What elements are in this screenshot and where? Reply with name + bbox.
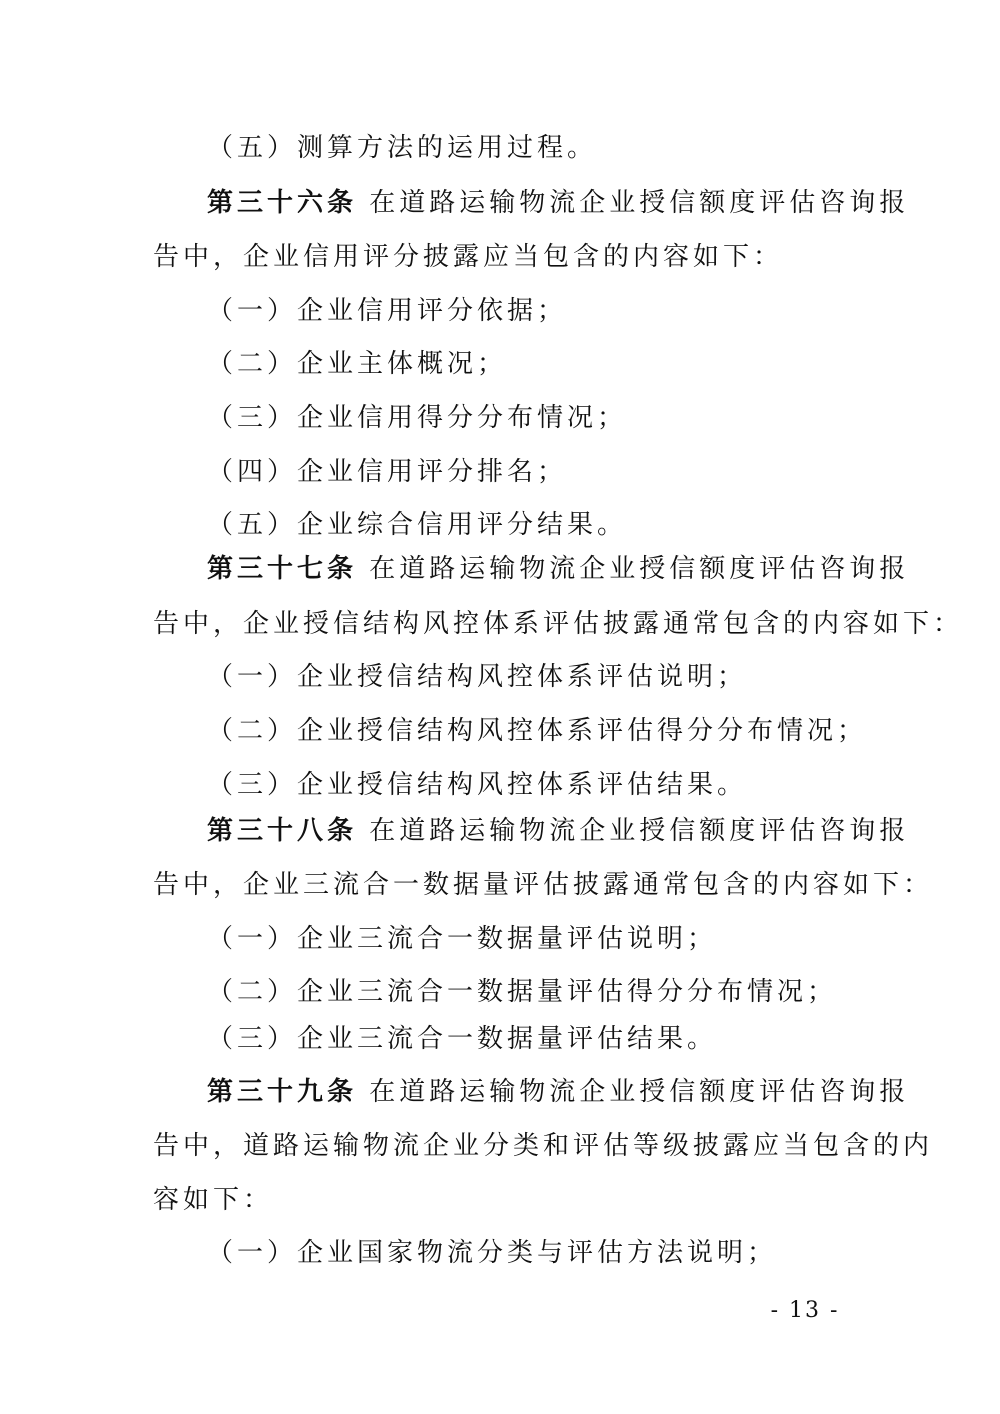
text-line: （一）企业信用评分依据； xyxy=(207,296,568,326)
text-line: （三）企业信用得分分布情况； xyxy=(207,403,628,433)
article-39-heading: 第三十九条 在道路运输物流企业授信额度评估咨询报 xyxy=(207,1077,910,1107)
text-line: 告中，道路运输物流企业分类和评估等级披露应当包含的内 xyxy=(153,1131,934,1161)
text-line: 告中，企业三流合一数据量评估披露通常包含的内容如下： xyxy=(153,870,934,900)
article-36-heading: 第三十六条 在道路运输物流企业授信额度评估咨询报 xyxy=(207,188,910,218)
text-line: 告中，企业信用评分披露应当包含的内容如下： xyxy=(153,242,784,272)
text-line: （五）测算方法的运用过程。 xyxy=(207,133,598,163)
text-line: （一）企业授信结构风控体系评估说明； xyxy=(207,662,748,692)
text-line: （二）企业主体概况； xyxy=(207,349,508,379)
text-line: （三）企业授信结构风控体系评估结果。 xyxy=(207,770,748,800)
text-line: 容如下： xyxy=(153,1185,274,1215)
text-line: （四）企业信用评分排名； xyxy=(207,457,568,487)
text-line: （一）企业三流合一数据量评估说明； xyxy=(207,924,718,954)
article-title: 第三十九条 xyxy=(207,1077,358,1107)
text-line: （二）企业三流合一数据量评估得分分布情况； xyxy=(207,977,838,1007)
text-line: （一）企业国家物流分类与评估方法说明； xyxy=(207,1238,778,1268)
text-line: （三）企业三流合一数据量评估结果。 xyxy=(207,1024,718,1054)
article-38-heading: 第三十八条 在道路运输物流企业授信额度评估咨询报 xyxy=(207,816,910,846)
text-line: 告中，企业授信结构风控体系评估披露通常包含的内容如下： xyxy=(153,609,964,639)
article-37-heading: 第三十七条 在道路运输物流企业授信额度评估咨询报 xyxy=(207,554,910,584)
text-line: （五）企业综合信用评分结果。 xyxy=(207,510,628,540)
article-title: 第三十七条 xyxy=(207,554,358,584)
article-title: 第三十六条 xyxy=(207,188,358,218)
page-number: - 13 - xyxy=(770,1298,840,1323)
article-title: 第三十八条 xyxy=(207,816,358,846)
text-line: （二）企业授信结构风控体系评估得分分布情况； xyxy=(207,716,868,746)
